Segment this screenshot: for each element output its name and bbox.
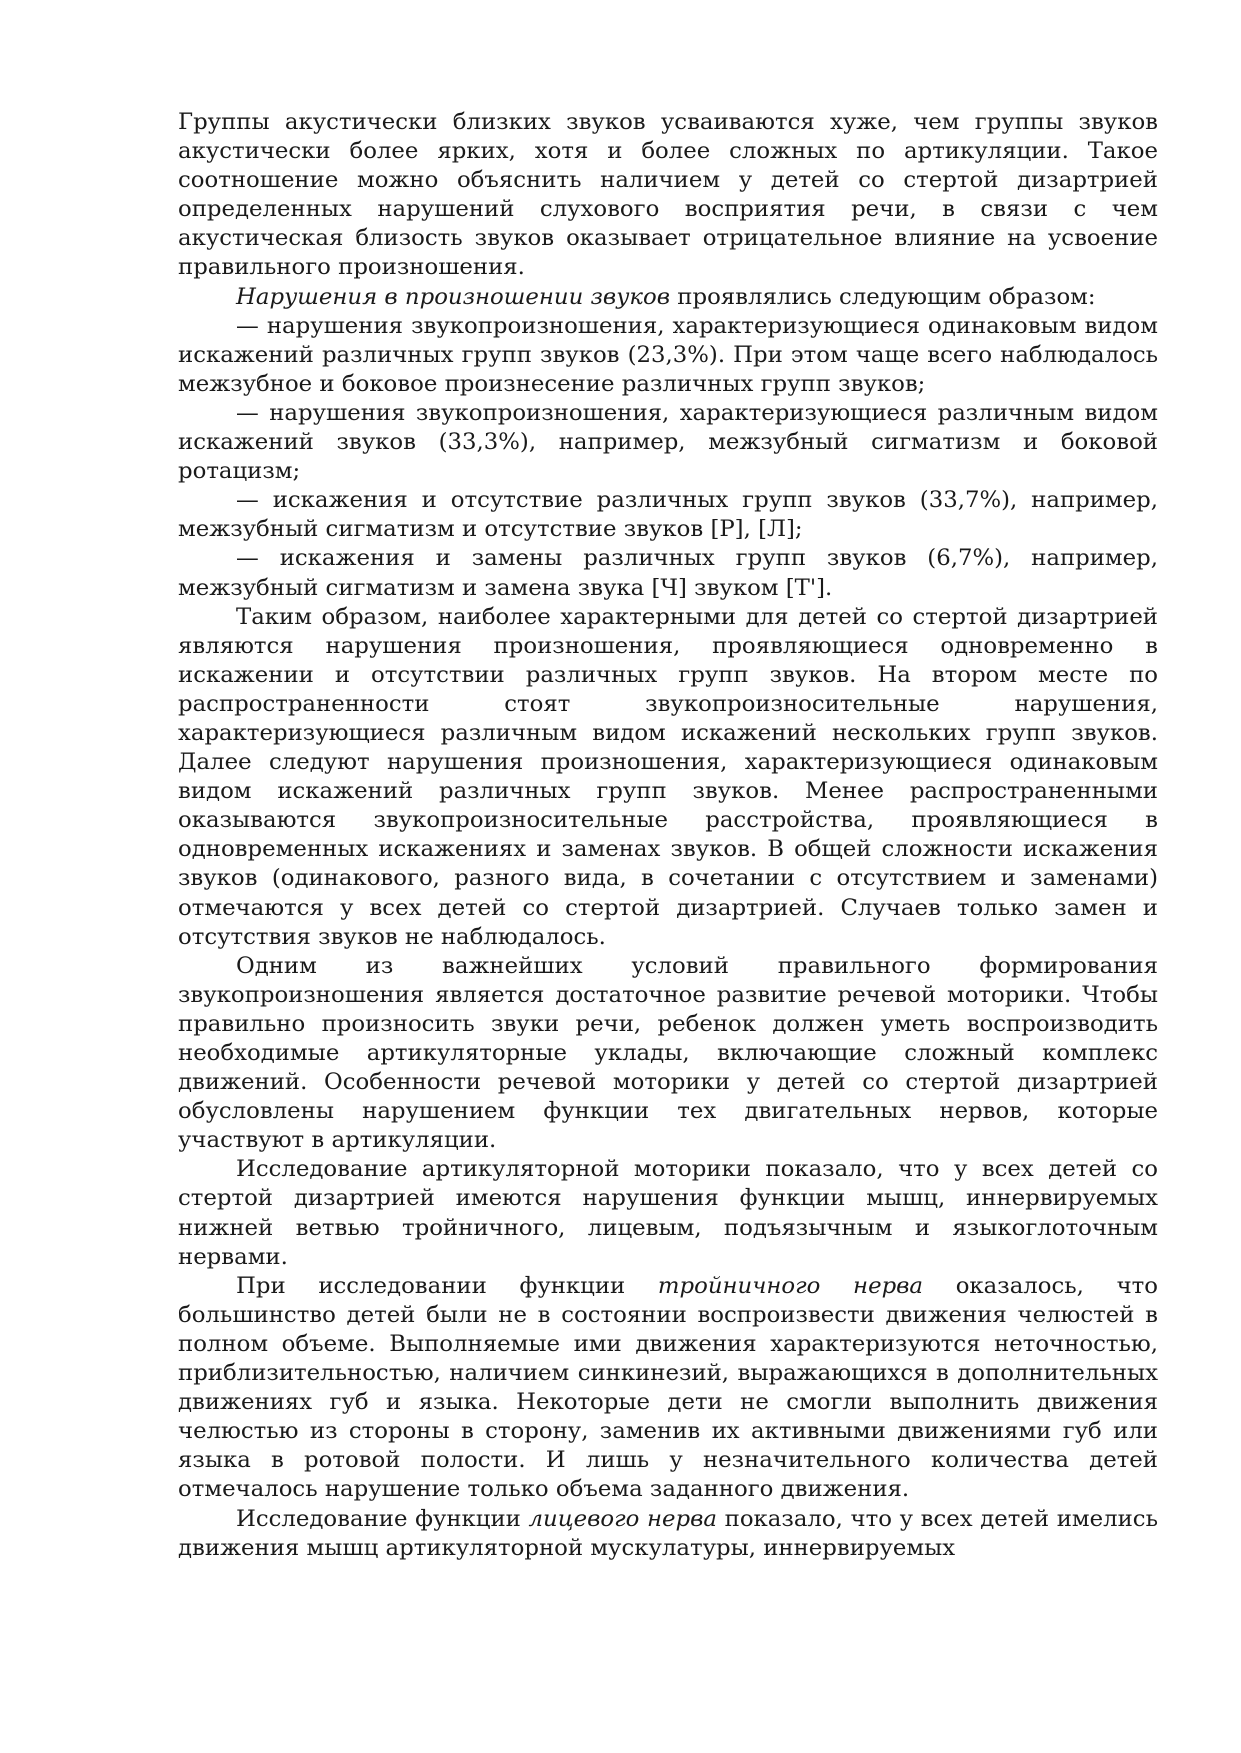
paragraph-text-before: Исследование функции (236, 1505, 529, 1532)
list-item-distortion-absence: — искажения и отсутствие различных групп звуков (33,7%), например, межзубный сигматизм и отсутствие звуков [Р], [Л]; (178, 487, 1158, 543)
italic-term: Нарушения в произношении звуков (236, 283, 671, 310)
paragraph-text: оказалось, что большинство детей были не в состоянии воспроизвести движения челюстей в полном объеме. Выполняемые ими движения характеризуются неточностью, приблизительностью, наличием синкинезий, выражающихся в дополнительных движениях губ и языка. Некоторые дети не смогли выполнить движения челюстью из стороны в сторону, заменив их активными движениями губ или языка в ротовой полости. И лишь у незначительного количества детей отмечалось нарушение только объема заданного движения. (178, 1272, 1158, 1503)
italic-term: тройничного нерва (657, 1272, 924, 1299)
paragraph-acoustic-groups: Группы акустически близких звуков усваиваются хуже, чем группы звуков акустически более ярких, хотя и более сложных по артикуляции. Такое соотношение можно объяснить наличием у детей со стертой дизартрией определенных нарушений слухового восприятия речи, в связи с чем акустическая близость звуков оказывает отрицательное влияние на усвоение правильного произношения. (178, 109, 1158, 281)
paragraph-text: показало, что у всех детей имелись движения мышц артикуляторной мускулатуры, иннервируемых (178, 1505, 1158, 1561)
paragraph-pronunciation-disorders-intro (178, 283, 1158, 312)
paragraph-text: проявлялись следующим образом: (670, 283, 1096, 310)
document-page (178, 108, 1158, 1563)
paragraph-trigeminal-nerve (178, 1272, 1158, 1505)
paragraph-text-before: При исследовании функции (236, 1272, 658, 1299)
paragraph-conclusion: Таким образом, наиболее характерными для детей со стертой дизартрией являются нарушения произношения, проявляющиеся одновременно в искажении и отсутствии различных групп звуков. На втором месте по распространенности стоят звукопроизносительные нарушения, характеризующиеся различным видом искажений нескольких групп звуков. Далее следуют нарушения произношения, характеризующиеся одинаковым видом искажений различных групп звуков. Менее распространенными оказываются звукопроизносительные расстройства, проявляющиеся в одновременных искажениях и заменах звуков. В общей сложности искажения звуков (одинакового, разного вида, в сочетании с отсутствием и заменами) отмечаются у всех детей со стертой дизартрией. Случаев только замен и отсутствия звуков не наблюдалось. (178, 603, 1158, 950)
paragraph-speech-motorics: Одним из важнейших условий правильного формирования звукопроизношения является достаточное развитие речевой моторики. Чтобы правильно произносить звуки речи, ребенок должен уметь воспроизводить необходимые артикуляторные уклады, включающие сложный комплекс движений. Особенности речевой моторики у детей со стертой дизартрией обусловлены нарушением функции тех двигательных нервов, которые участвуют в артикуляции. (178, 952, 1158, 1154)
italic-term: лицевого нерва (528, 1505, 717, 1532)
paragraph-articulatory-study: Исследование артикуляторной моторики показало, что у всех детей со стертой дизартрией имеются нарушения функции мышц, иннервируемых нижней ветвью тройничного, лицевым, подъязычным и языкоглоточным нервами. (178, 1156, 1158, 1270)
list-item-same-distortion: — нарушения звукопроизношения, характеризующиеся одинаковым видом искажений различных групп звуков (23,3%). При этом чаще всего наблюдалось межзубное и боковое произнесение различных групп звуков; (178, 312, 1158, 397)
list-item-distortion-substitution: — искажения и замены различных групп звуков (6,7%), например, межзубный сигматизм и замена звука [Ч] звуком [Т']. (178, 545, 1158, 601)
list-item-different-distortion: — нарушения звукопроизношения, характеризующиеся различным видом искажений звуков (33,3%), например, межзубный сигматизм и боковой ротацизм; (178, 399, 1158, 485)
paragraph-facial-nerve (178, 1505, 1158, 1563)
